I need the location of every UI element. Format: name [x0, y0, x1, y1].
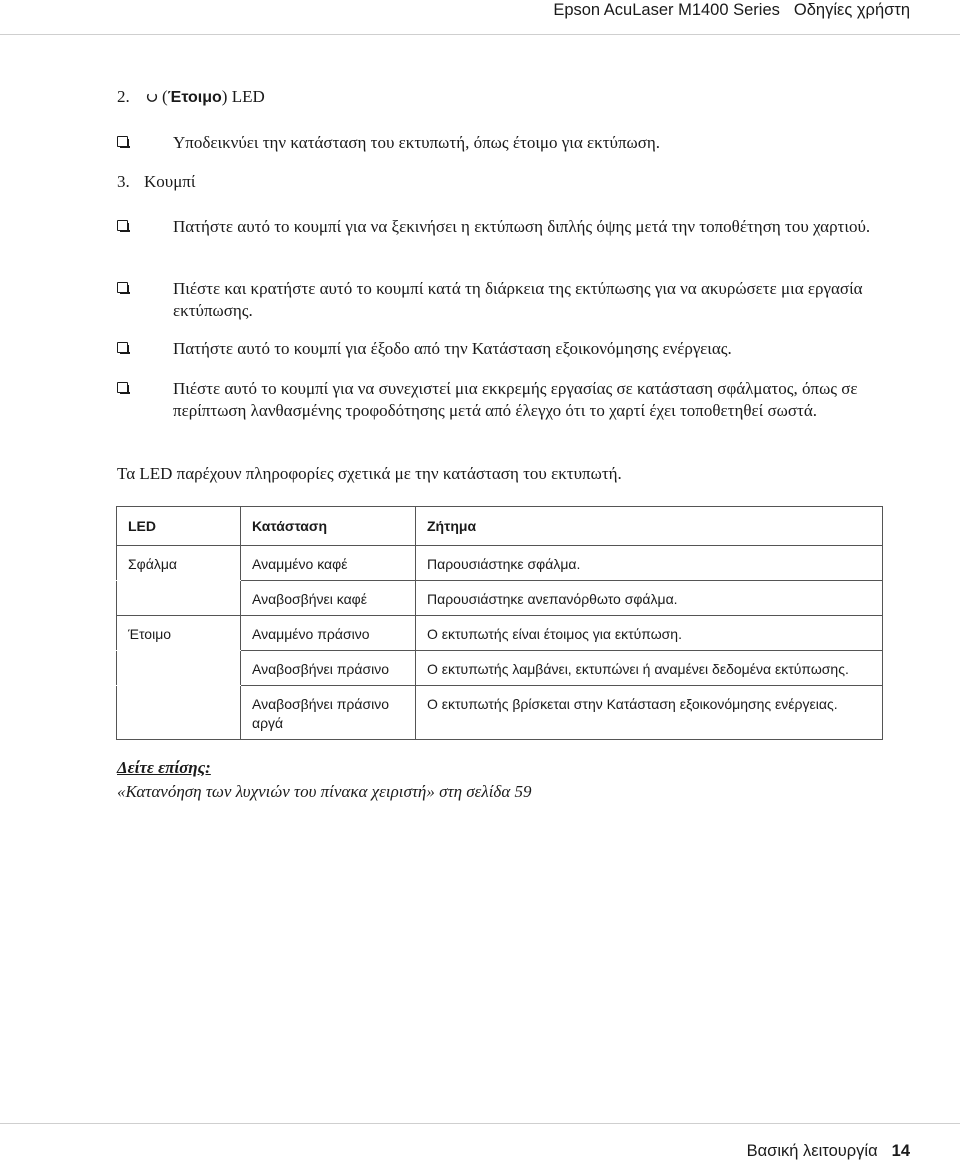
- bullet-item: Πιέστε αυτό το κουμπί για να συνεχιστεί μια εκκρεμής εργασίας σε κατάσταση σφάλματος, όπως σε περίπτωση λανθασμένης τροφοδότησης μετά από έλεγχο ότι το χαρτί έχει τοποθετηθεί σωστά.: [117, 378, 907, 422]
- cell-status: Αναμμένο πράσινο: [241, 616, 416, 651]
- page-header: [0, 0, 960, 24]
- bullet-item: Πιέστε και κρατήστε αυτό το κουμπί κατά τη διάρκεια της εκτύπωσης για να ακυρώσετε μια εργασία εκτύπωσης.: [117, 278, 907, 322]
- table-row: [117, 651, 883, 686]
- header-divider: [0, 34, 960, 35]
- cell-led: [117, 581, 241, 616]
- header-product: Epson AcuLaser M1400 Series: [553, 1, 780, 19]
- list-number: 2.: [117, 87, 130, 106]
- table-row: [117, 581, 883, 616]
- column-header-led: LED: [117, 507, 241, 546]
- see-also-link[interactable]: «Κατανόηση των λυχνιών του πίνακα χειριστή» στη σελίδα 59: [117, 782, 532, 801]
- bullet-item: Υποδεικνύει την κατάσταση του εκτυπωτή, όπως έτοιμο για εκτύπωση.: [117, 132, 907, 154]
- cell-status: Αναμμένο καφέ: [241, 546, 416, 581]
- list-item-button: [117, 171, 195, 193]
- cell-status: Αναβοσβήνει πράσινο αργά: [241, 686, 416, 740]
- see-also-title: Δείτε επίσης:: [117, 758, 211, 777]
- list-number: 3.: [117, 172, 130, 191]
- table-row: [117, 616, 883, 651]
- cell-led: Σφάλμα: [117, 546, 241, 581]
- cell-status: Αναβοσβήνει καφέ: [241, 581, 416, 616]
- checkbox-bullet-icon: [117, 382, 128, 393]
- table-row: [117, 546, 883, 581]
- checkbox-bullet-icon: [117, 342, 128, 353]
- cell-issue: Ο εκτυπωτής είναι έτοιμος για εκτύπωση.: [416, 616, 883, 651]
- cell-led: [117, 651, 241, 686]
- intro-paragraph: Τα LED παρέχουν πληροφορίες σχετικά με την κατάσταση του εκτυπωτή.: [117, 464, 622, 483]
- table-row: [117, 686, 883, 740]
- checkbox-bullet-icon: [117, 282, 128, 293]
- cell-issue: Παρουσιάστηκε ανεπανόρθωτο σφάλμα.: [416, 581, 883, 616]
- checkbox-bullet-icon: [117, 136, 128, 147]
- cell-status: Αναβοσβήνει πράσινο: [241, 651, 416, 686]
- ready-label: Έτοιμο: [167, 89, 222, 106]
- cell-issue: Ο εκτυπωτής λαμβάνει, εκτυπώνει ή αναμένει δεδομένα εκτύπωσης.: [416, 651, 883, 686]
- column-header-status: Κατάσταση: [241, 507, 416, 546]
- power-icon: [146, 91, 158, 103]
- cell-led: Έτοιμο: [117, 616, 241, 651]
- footer-divider: [0, 1123, 960, 1124]
- checkbox-bullet-icon: [117, 220, 128, 231]
- page-number: 14: [891, 1142, 910, 1160]
- bullet-item: Πατήστε αυτό το κουμπί για έξοδο από την Κατάσταση εξοικονόμησης ενέργειας.: [117, 338, 907, 360]
- cell-issue: Παρουσιάστηκε σφάλμα.: [416, 546, 883, 581]
- column-header-issue: Ζήτημα: [416, 507, 883, 546]
- bullet-item: Πατήστε αυτό το κουμπί για να ξεκινήσει η εκτύπωση διπλής όψης μετά την τοποθέτηση του χαρτιού.: [117, 216, 907, 238]
- table-header-row: [117, 507, 883, 546]
- cell-led: [117, 686, 241, 740]
- page-footer: [747, 1142, 910, 1161]
- list-item-ready-led: 2. (Έτοιμο) LED: [117, 87, 265, 106]
- led-status-table: [116, 506, 883, 740]
- cell-issue: Ο εκτυπωτής βρίσκεται στην Κατάσταση εξοικονόμησης ενέργειας.: [416, 686, 883, 740]
- header-guide-title: Οδηγίες χρήστη: [793, 1, 910, 19]
- button-label: Κουμπί: [144, 172, 196, 191]
- footer-section: Βασική λειτουργία: [746, 1142, 878, 1160]
